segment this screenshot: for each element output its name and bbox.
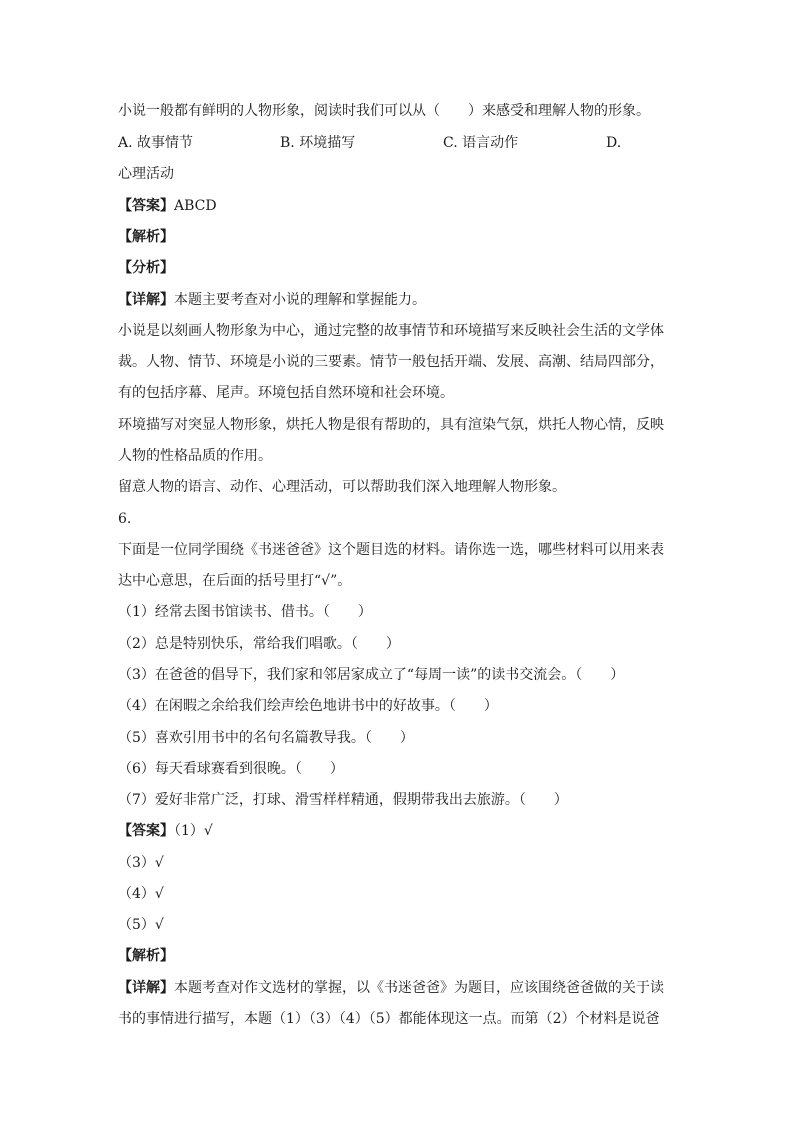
q5-analysis-heading: 【解析】 xyxy=(118,229,174,245)
q6-answer-value: （3）√ xyxy=(118,855,164,871)
q6-answer-value: （5）√ xyxy=(118,917,164,933)
q6-item: （6）每天看球赛看到很晚。（ ） xyxy=(118,761,344,777)
q5-options-row xyxy=(118,133,678,153)
q6-item: （1）经常去图书馆读书、借书。（ ） xyxy=(118,604,372,620)
q6-item: （3）在爸爸的倡导下，我们家和邻居家成立了“每周一读”的读书交流会。（ ） xyxy=(118,667,625,683)
q5-paragraph-line: 裁。人物、情节、环境是小说的三要素。情节一般包括开端、发展、高潮、结局四部分， xyxy=(118,354,664,370)
q5-detail xyxy=(118,290,678,310)
q6-detail-line: 书的事情进行描写，本题（1）（3）（4）（5）都能体现这一点。而第（2）个材料是说爸 xyxy=(118,1011,660,1027)
q6-answer-label: 【答案】 xyxy=(118,823,174,839)
q6-item: （5）喜欢引用书中的名句名篇教导我。（ ） xyxy=(118,730,414,746)
q5-detail-label: 【详解】 xyxy=(118,292,174,308)
q5-stem: 小说一般都有鲜明的人物形象，阅读时我们可以从（ ）来感受和理解人物的形象。 xyxy=(118,103,650,119)
q6-item: （7）爱好非常广泛，打球、滑雪样样精通，假期带我出去旅游。（ ） xyxy=(118,792,568,808)
q5-paragraph-line: 留意人物的语言、动作、心理活动，可以帮助我们深入地理解人物形象。 xyxy=(118,479,566,495)
q6-answer-value: （4）√ xyxy=(118,886,164,902)
q6-stem-line: 达中心意思，在后面的括号里打“√”。 xyxy=(118,573,352,589)
q5-option-a: A. 故事情节 xyxy=(118,135,194,151)
q5-paragraph-line: 小说是以刻画人物形象为中心，通过完整的故事情节和环境描写来反映社会生活的文学体 xyxy=(118,323,664,339)
q6-detail xyxy=(118,978,678,998)
q5-fenxi-heading: 【分析】 xyxy=(118,260,174,276)
q5-option-c: C. 语言动作 xyxy=(443,135,519,151)
q6-detail-text: 本题考查对作文选材的掌握，以《书迷爸爸》为题目，应该围绕爸爸做的关于读 xyxy=(174,980,664,996)
q6-number: 6. xyxy=(118,511,132,527)
q6-detail-label: 【详解】 xyxy=(118,980,174,996)
q6-item: （2）总是特别快乐，常给我们唱歌。（ ） xyxy=(118,636,400,652)
q6-analysis-heading: 【解析】 xyxy=(118,948,174,964)
q6-answer-value: （1）√ xyxy=(174,823,213,839)
q5-option-b: B. 环境描写 xyxy=(280,135,356,151)
q5-paragraph-line: 有的包括序幕、尾声。环境包括自然环境和社会环境。 xyxy=(118,385,454,401)
q6-stem-line: 下面是一位同学围绕《书迷爸爸》这个题目选的材料。请你选一选，哪些材料可以用来表 xyxy=(118,542,664,558)
q6-item: （4）在闲暇之余给我们绘声绘色地讲书中的好故事。（ ） xyxy=(118,698,498,714)
q5-answer-value: ABCD xyxy=(174,198,217,214)
q5-option-d: D. xyxy=(606,135,622,151)
q5-answer xyxy=(118,196,678,216)
q5-option-d-text: 心理活动 xyxy=(118,166,174,182)
q5-answer-label: 【答案】 xyxy=(118,198,174,214)
q5-paragraph-line: 人物的性格品质的作用。 xyxy=(118,448,272,464)
q6-answer xyxy=(118,821,678,841)
q5-detail-text: 本题主要考查对小说的理解和掌握能力。 xyxy=(174,292,426,308)
q5-paragraph-line: 环境描写对突显人物形象，烘托人物是很有帮助的，具有渲染气氛，烘托人物心情，反映 xyxy=(118,417,664,433)
